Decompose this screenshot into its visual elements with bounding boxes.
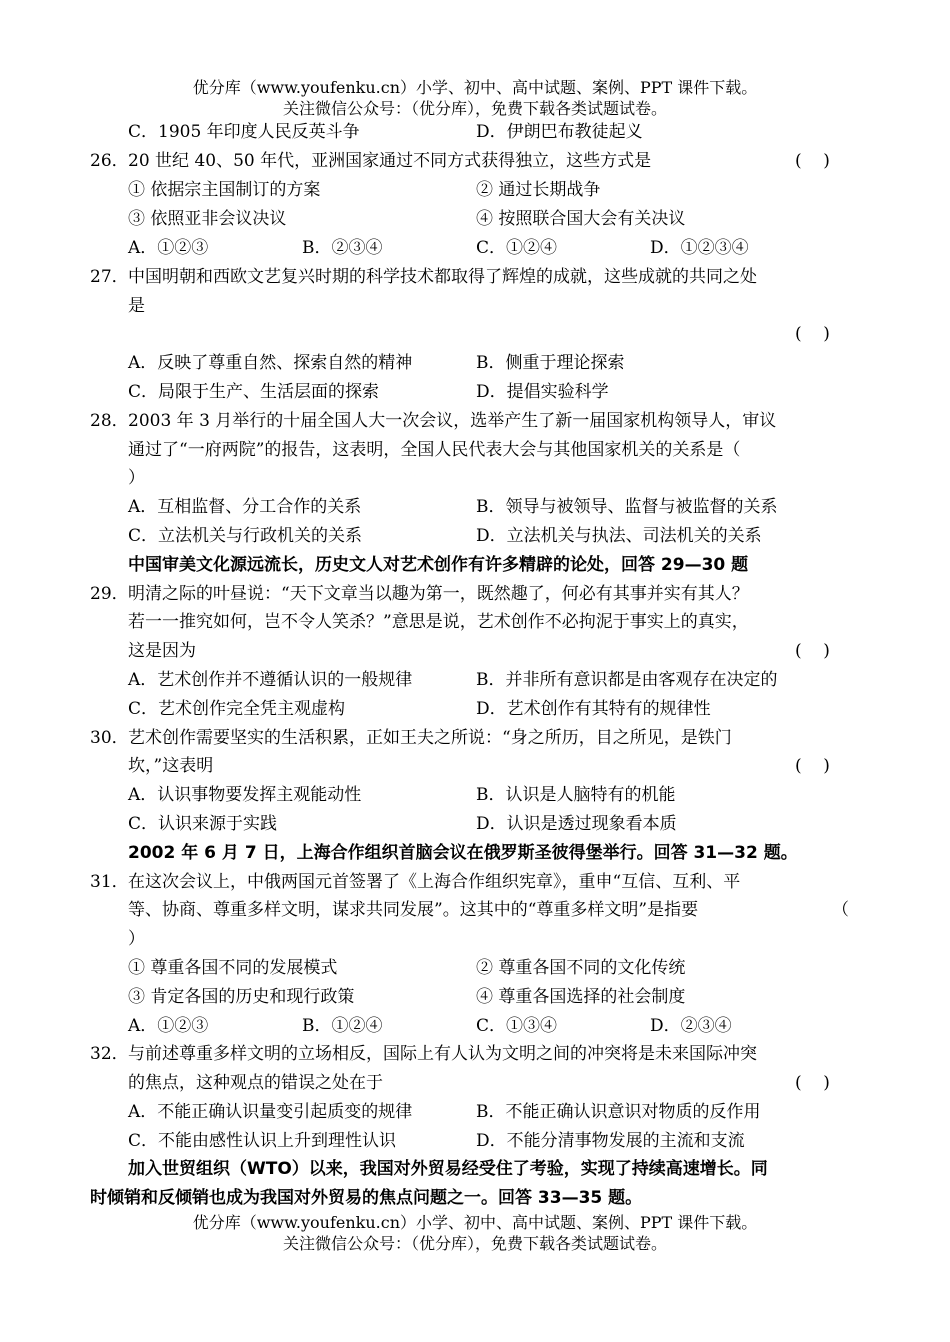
section-intro-31-32: 2002 年 6 月 7 日，上海合作组织首脑会议在俄罗斯圣彼得堡举行。回答 31—32 题。 — [128, 843, 798, 863]
q28-option-c: C．立法机关与行政机关的关系 — [128, 526, 363, 546]
q26-option-c: C．①②④ — [476, 238, 558, 258]
q29-option-c: C．艺术创作完全凭主观虚构 — [128, 699, 346, 719]
q32-stem-line-2: 的焦点，这种观点的错误之处在于 — [128, 1073, 383, 1093]
q31-stem-line-1: 在这次会议上，中俄两国元首签署了《上海合作组织宪章》，重申“互信、互利、平 — [128, 872, 741, 892]
q25-option-c: C．1905 年印度人民反英斗争 — [128, 122, 360, 142]
q32-answer-blank: ( ) — [795, 1073, 830, 1093]
q29-option-d: D．艺术创作有其特有的规律性 — [476, 699, 711, 719]
q31-stem-line-2: 等、协商、尊重多样文明，谋求共同发展”。这其中的“尊重多样文明”是指要 — [128, 900, 699, 920]
q29-stem-line-2: 若一一推究如何，岂不令人笑杀？”意思是说，艺术创作不必拘泥于事实上的真实， — [128, 612, 749, 632]
q31-option-b: B．①②④ — [302, 1016, 383, 1036]
section-intro-33-35-line-2: 时倾销和反倾销也成为我国对外贸易的焦点问题之一。回答 33—35 题。 — [90, 1188, 643, 1208]
q28-stem-line-2: 通过了“一府两院”的报告，这表明，全国人民代表大会与其他国家机关的关系是（ — [128, 440, 741, 460]
q26-item-2: ② 通过长期战争 — [476, 180, 601, 200]
q26-option-b: B．②③④ — [302, 238, 383, 258]
section-intro-33-35-line-1: 加入世贸组织（WTO）以来，我国对外贸易经受住了考验，实现了持续高速增长。同 — [128, 1159, 768, 1179]
q31-stem-line-3: ） — [128, 929, 145, 949]
q27-option-b: B．侧重于理论探索 — [476, 353, 625, 373]
section-intro-29-30: 中国审美文化源远流长，历史文人对艺术创作有许多精辟的论处，回答 29—30 题 — [128, 555, 749, 575]
q32-option-d: D．不能分清事物发展的主流和支流 — [476, 1131, 745, 1151]
q29-answer-blank: ( ) — [795, 641, 830, 661]
q29-option-a: A．艺术创作并不遵循认识的一般规律 — [128, 670, 413, 690]
q31-option-d: D．②③④ — [650, 1016, 732, 1036]
q28-option-a: A．互相监督、分工合作的关系 — [128, 497, 362, 517]
q31-option-c: C．①③④ — [476, 1016, 558, 1036]
q26-option-a: A．①②③ — [128, 238, 209, 258]
q32-number: 32． — [90, 1044, 129, 1064]
q30-option-d: D．认识是透过现象看本质 — [476, 814, 677, 834]
q30-stem-line-1: 艺术创作需要坚实的生活积累，正如王夫之所说：“身之所历，目之所见，是铁门 — [128, 728, 732, 748]
q26-item-4: ④ 按照联合国大会有关决议 — [476, 209, 686, 229]
q28-stem-line-3: ） — [128, 468, 145, 488]
q26-item-3: ③ 依照亚非会议决议 — [128, 209, 287, 229]
q28-option-b: B．领导与被领导、监督与被监督的关系 — [476, 497, 778, 517]
q28-option-d: D．立法机关与执法、司法机关的关系 — [476, 526, 762, 546]
q27-option-c: C．局限于生产、生活层面的探索 — [128, 382, 380, 402]
q30-answer-blank: ( ) — [795, 756, 830, 776]
q27-stem-line-2: 是 — [128, 296, 145, 316]
q26-number: 26． — [90, 151, 129, 171]
q32-option-c: C．不能由感性认识上升到理性认识 — [128, 1131, 397, 1151]
q29-number: 29． — [90, 584, 129, 604]
q26-answer-blank: ( ) — [795, 151, 830, 171]
q30-option-a: A．认识事物要发挥主观能动性 — [128, 785, 362, 805]
q28-stem-line-1: 2003 年 3 月举行的十届全国人大一次会议，选举产生了新一届国家机构领导人，审议 — [128, 411, 777, 431]
q32-option-a: A．不能正确认识量变引起质变的规律 — [128, 1102, 413, 1122]
header-line-1: 优分库（www.youfenku.cn）小学、初中、高中试题、案例、PPT 课件下载。 — [192, 78, 758, 97]
q26-option-d: D．①②③④ — [650, 238, 749, 258]
q31-item-4: ④ 尊重各国选择的社会制度 — [476, 987, 686, 1007]
q30-stem-line-2: 坎，”这表明 — [128, 756, 214, 776]
footer-line-2: 关注微信公众号：（优分库），免费下载各类试题试卷。 — [282, 1234, 667, 1253]
q29-stem-line-3: 这是因为 — [128, 641, 196, 661]
footer-line-1: 优分库（www.youfenku.cn）小学、初中、高中试题、案例、PPT 课件下载。 — [192, 1213, 758, 1232]
q29-stem-line-1: 明清之际的叶昼说：“天下文章当以趣为第一，既然趣了，何必有其事并实有其人？ — [128, 584, 749, 604]
q31-item-3: ③ 肯定各国的历史和现行政策 — [128, 987, 355, 1007]
q31-option-a: A．①②③ — [128, 1016, 209, 1036]
q28-number: 28． — [90, 411, 129, 431]
q25-option-d: D．伊朗巴布教徒起义 — [476, 122, 643, 142]
q26-stem: 20 世纪 40、50 年代，亚洲国家通过不同方式获得独立，这些方式是 — [128, 151, 652, 171]
q32-stem-line-1: 与前述尊重多样文明的立场相反，国际上有人认为文明之间的冲突将是未来国际冲突 — [128, 1044, 757, 1064]
q31-item-2: ② 尊重各国不同的文化传统 — [476, 958, 686, 978]
header-line-2: 关注微信公众号：（优分库），免费下载各类试题试卷。 — [282, 99, 667, 118]
q29-option-b: B．并非所有意识都是由客观存在决定的 — [476, 670, 778, 690]
q31-item-1: ① 尊重各国不同的发展模式 — [128, 958, 338, 978]
q30-option-c: C．认识来源于实践 — [128, 814, 278, 834]
q27-answer-blank: ( ) — [795, 324, 830, 344]
q27-option-d: D．提倡实验科学 — [476, 382, 609, 402]
q31-open-paren: （ — [832, 900, 849, 920]
q27-stem-line-1: 中国明朝和西欧文艺复兴时期的科学技术都取得了辉煌的成就，这些成就的共同之处 — [128, 267, 757, 287]
q30-option-b: B．认识是人脑特有的机能 — [476, 785, 676, 805]
q31-number: 31． — [90, 872, 129, 892]
q27-option-a: A．反映了尊重自然、探索自然的精神 — [128, 353, 413, 373]
q27-number: 27． — [90, 267, 129, 287]
q32-option-b: B．不能正确认识意识对物质的反作用 — [476, 1102, 761, 1122]
q26-item-1: ① 依据宗主国制订的方案 — [128, 180, 321, 200]
q30-number: 30． — [90, 728, 129, 748]
